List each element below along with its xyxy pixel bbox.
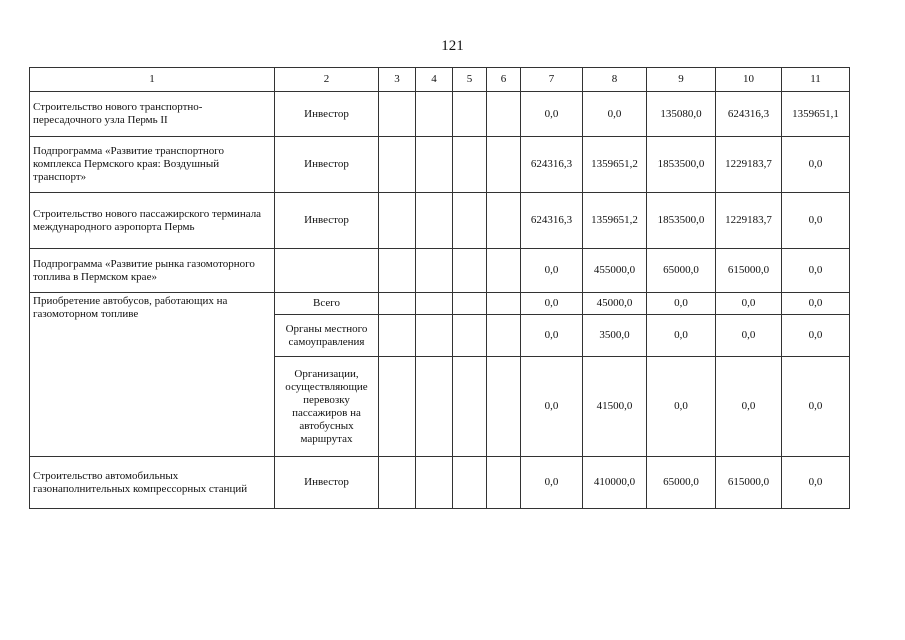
cell-value: [416, 193, 453, 249]
cell-value: [379, 315, 416, 357]
table-row: [30, 92, 850, 137]
cell-value: [453, 249, 487, 293]
cell-value: [379, 357, 416, 457]
cell-value: 0,0: [782, 293, 850, 315]
cell-value: [416, 137, 453, 193]
cell-value: 624316,3: [521, 137, 583, 193]
cell-value: [487, 92, 521, 137]
column-header: 3: [379, 68, 416, 92]
cell-value: 0,0: [647, 315, 716, 357]
cell-value: 3500,0: [583, 315, 647, 357]
cell-value: 410000,0: [583, 457, 647, 509]
cell-value: 1229183,7: [716, 137, 782, 193]
header-row: [30, 68, 850, 92]
program-financing-table: [29, 67, 850, 509]
cell-value: [487, 293, 521, 315]
cell-value: 45000,0: [583, 293, 647, 315]
cell-value: 0,0: [716, 293, 782, 315]
cell-value: [453, 457, 487, 509]
page-number: 121: [441, 38, 464, 54]
column-header: 8: [583, 68, 647, 92]
cell-value: [416, 457, 453, 509]
cell-value: [379, 249, 416, 293]
cell-value: 1229183,7: [716, 193, 782, 249]
cell-value: 0,0: [521, 457, 583, 509]
table-row: [30, 457, 850, 509]
cell-value: 1359651,1: [782, 92, 850, 137]
row-executor: Инвестор: [275, 193, 379, 249]
cell-value: [487, 137, 521, 193]
column-header: 1: [30, 68, 275, 92]
cell-value: 0,0: [782, 357, 850, 457]
row-name: Строительство нового транспортно-пересадочного узла Пермь II: [30, 92, 275, 137]
row-name: Подпрограмма «Развитие транспортного комплекса Пермского края: Воздушный транспорт»: [30, 137, 275, 193]
cell-value: [453, 357, 487, 457]
cell-value: [487, 315, 521, 357]
cell-value: [379, 193, 416, 249]
cell-value: [487, 249, 521, 293]
row-name: Строительство нового пассажирского терминала международного аэропорта Пермь: [30, 193, 275, 249]
column-header: 2: [275, 68, 379, 92]
cell-value: 0,0: [782, 137, 850, 193]
cell-value: [453, 193, 487, 249]
cell-value: 0,0: [782, 457, 850, 509]
cell-value: [416, 249, 453, 293]
cell-value: 0,0: [521, 293, 583, 315]
cell-value: [416, 92, 453, 137]
cell-value: 1359651,2: [583, 137, 647, 193]
cell-value: [487, 457, 521, 509]
cell-value: 135080,0: [647, 92, 716, 137]
row-name: Приобретение автобусов, работающих на газомоторном топливе: [30, 293, 275, 457]
table-row: [30, 249, 850, 293]
cell-value: 455000,0: [583, 249, 647, 293]
row-name: Строительство автомобильных газонаполнительных компрессорных станций: [30, 457, 275, 509]
row-name: Подпрограмма «Развитие рынка газомоторного топлива в Пермском крае»: [30, 249, 275, 293]
table-row: [30, 137, 850, 193]
cell-value: 0,0: [782, 249, 850, 293]
cell-value: 0,0: [647, 293, 716, 315]
cell-value: [453, 293, 487, 315]
row-executor: Всего: [275, 293, 379, 315]
row-executor: Организации, осуществляющие перевозку пассажиров на автобусных маршрутах: [275, 357, 379, 457]
cell-value: [416, 315, 453, 357]
cell-value: 0,0: [583, 92, 647, 137]
cell-value: 1853500,0: [647, 193, 716, 249]
column-header: 5: [453, 68, 487, 92]
row-executor: Органы местного самоуправления: [275, 315, 379, 357]
row-executor: Инвестор: [275, 137, 379, 193]
table-row: [30, 293, 850, 315]
column-header: 6: [487, 68, 521, 92]
cell-value: 0,0: [782, 193, 850, 249]
cell-value: [453, 137, 487, 193]
cell-value: 0,0: [521, 92, 583, 137]
cell-value: 41500,0: [583, 357, 647, 457]
cell-value: [379, 92, 416, 137]
cell-value: 1853500,0: [647, 137, 716, 193]
cell-value: [416, 357, 453, 457]
cell-value: 65000,0: [647, 249, 716, 293]
row-executor: Инвестор: [275, 92, 379, 137]
cell-value: 0,0: [521, 249, 583, 293]
cell-value: 624316,3: [716, 92, 782, 137]
cell-value: 0,0: [716, 357, 782, 457]
cell-value: 0,0: [782, 315, 850, 357]
cell-value: 1359651,2: [583, 193, 647, 249]
column-header: 10: [716, 68, 782, 92]
cell-value: [487, 357, 521, 457]
cell-value: 0,0: [521, 315, 583, 357]
column-header: 4: [416, 68, 453, 92]
cell-value: 0,0: [521, 357, 583, 457]
cell-value: [379, 457, 416, 509]
cell-value: [453, 92, 487, 137]
cell-value: 0,0: [647, 357, 716, 457]
column-header: 7: [521, 68, 583, 92]
column-header: 11: [782, 68, 850, 92]
row-executor: [275, 249, 379, 293]
row-executor: Инвестор: [275, 457, 379, 509]
column-header: 9: [647, 68, 716, 92]
cell-value: 615000,0: [716, 457, 782, 509]
cell-value: [416, 293, 453, 315]
cell-value: 65000,0: [647, 457, 716, 509]
cell-value: 615000,0: [716, 249, 782, 293]
cell-value: [453, 315, 487, 357]
table-row: [30, 193, 850, 249]
cell-value: 624316,3: [521, 193, 583, 249]
cell-value: [487, 193, 521, 249]
cell-value: 0,0: [716, 315, 782, 357]
cell-value: [379, 137, 416, 193]
cell-value: [379, 293, 416, 315]
